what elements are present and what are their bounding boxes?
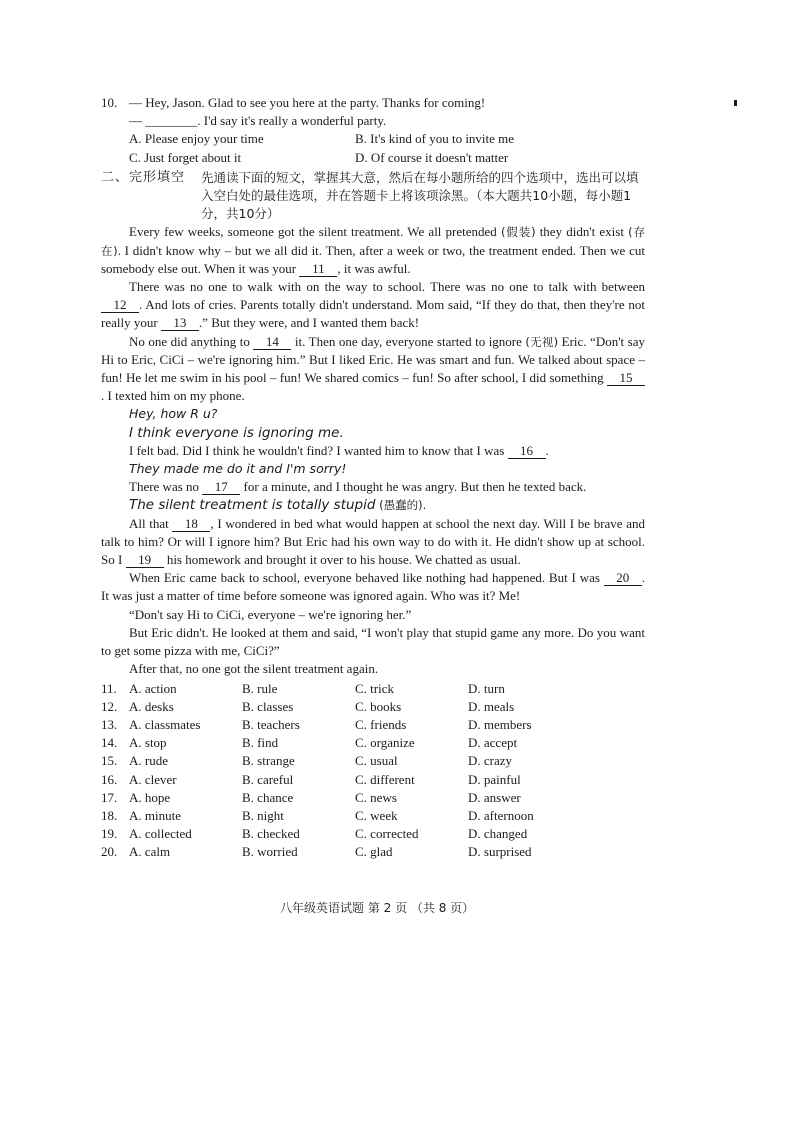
page-footer: 八年级英语试题 第 2 页 （共 8 页） bbox=[280, 901, 475, 915]
blank-17: 17 bbox=[202, 480, 240, 495]
paragraph-1: Every few weeks, someone got the silent treatment. We all pretended (假装) they didn't exist (存在). I didn't know why – but we all did it. Then, after a week or two, the treatment ended. Then we cut somebody else out. When it was your 11 , it was awful. bbox=[101, 224, 645, 276]
section-header bbox=[101, 169, 645, 224]
paragraph-3: No one did anything to 14 it. Then one day, everyone started to ignore (无视) Eric. “Don't say Hi to Eric, CiCi – we're ignoring him.” But I liked Eric. He was smart and fun. We talked about space – fun! He let me swim in his pool – fun! We shared comics – fun! So after school, I did something 15. I texted him on my phone. bbox=[101, 333, 646, 404]
choice-row: 14. A. stop B. find C. organize D. accept bbox=[101, 735, 518, 751]
option-a: A. Please enjoy your time bbox=[129, 131, 264, 147]
paragraph-4: I felt bad. Did I think he wouldn't find? I wanted him to know that I was 16 . bbox=[129, 442, 549, 458]
choice-row: 11. A. action B. rule C. trick D. turn bbox=[101, 680, 505, 696]
choice-row: 13. A. classmates B. teachers C. friends D. members bbox=[101, 716, 532, 732]
blank-16: 16 bbox=[508, 444, 546, 459]
paragraph-8: “Don't say Hi to CiCi, everyone – we're ignoring her.” bbox=[129, 606, 412, 622]
text-message-1: Hey, how R u? bbox=[129, 406, 218, 422]
blank-18: 18 bbox=[172, 517, 210, 532]
choice-row: 17. A. hope B. chance C. news D. answer bbox=[101, 789, 521, 805]
text-message-2: I think everyone is ignoring me. bbox=[129, 424, 344, 441]
paragraph-10: After that, no one got the silent treatment again. bbox=[129, 661, 379, 677]
dialogue-line-2: — ________. I'd say it's really a wonderful party. bbox=[129, 113, 387, 129]
section-instruction: 先通读下面的短文，掌握其大意，然后在每小题所给的四个选项中，选出可以填入空白处的最佳选项，并在答题卡上将该项涂黑。（本大题共10小题，每小题1分，共10分） bbox=[201, 169, 639, 222]
option-d: D. Of course it doesn't matter bbox=[355, 149, 509, 165]
blank-12: 12 bbox=[101, 298, 139, 313]
blank-19: 19 bbox=[126, 553, 164, 568]
choice-row: 20. A. calm B. worried C. glad D. surprised bbox=[101, 844, 532, 860]
option-b: B. It's kind of you to invite me bbox=[355, 131, 515, 147]
section-title: 二、完形填空 bbox=[101, 169, 186, 185]
choice-row: 12. A. desks B. classes C. books D. meals bbox=[101, 698, 515, 714]
option-c: C. Just forget about it bbox=[129, 149, 242, 165]
choice-row: 18. A. minute B. night C. week D. afternoon bbox=[101, 807, 534, 823]
question-number: 10. bbox=[101, 95, 118, 110]
blank-13: 13 bbox=[161, 316, 199, 331]
dialogue-line-1: — Hey, Jason. Glad to see you here at the party. Thanks for coming! bbox=[129, 95, 486, 110]
paragraph-7: When Eric came back to school, everyone behaved like nothing had happened. But I was 20 . It was just a matter of time before someone was ignored again. Who was it? Me! bbox=[101, 570, 645, 604]
cloze-passage bbox=[101, 223, 645, 678]
choice-row: 16. A. clever B. careful C. different D. painful bbox=[101, 771, 521, 787]
blank-15: 15 bbox=[607, 371, 645, 386]
text-message-3: They made me do it and I'm sorry! bbox=[129, 461, 347, 477]
choice-row: 19. A. collected B. checked C. corrected D. changed bbox=[101, 826, 528, 842]
scan-mark bbox=[734, 100, 737, 106]
paragraph-9: But Eric didn't. He looked at them and said, “I won't play that stupid game any more. Do you want to get some pizza with me, CiCi?” bbox=[101, 624, 645, 659]
paragraph-6: All that 18 , I wondered in bed what would happen at school the next day. Will I be brave and talk to him? Or will I ignore him? But Eric had his own way to do with it. He didn't show up at school. So I 19 his homework and brought it over to his house. We chatted as usual. bbox=[101, 515, 645, 568]
page-content bbox=[101, 94, 645, 862]
choice-row: 15. A. rude B. strange C. usual D. crazy bbox=[101, 753, 513, 769]
answer-choices bbox=[101, 680, 645, 862]
question-10 bbox=[101, 94, 645, 167]
paragraph-2: There was no one to walk with on the way to school. There was no one to talk with between 12 . And lots of cries. Parents totally didn't understand. Mom said, “If they do that, then they're not really your 13 .” But they were, and I wanted them back! bbox=[101, 279, 645, 331]
question-10-options bbox=[101, 130, 645, 166]
paragraph-5: There was no 17 for a minute, and I thought he was angry. But then he texted back. bbox=[129, 479, 587, 495]
blank-20: 20 bbox=[604, 571, 642, 586]
text-message-4: The silent treatment is totally stupid (愚蠢的). bbox=[129, 497, 427, 514]
blank-11: 11 bbox=[299, 262, 337, 277]
blank-14: 14 bbox=[253, 335, 291, 350]
